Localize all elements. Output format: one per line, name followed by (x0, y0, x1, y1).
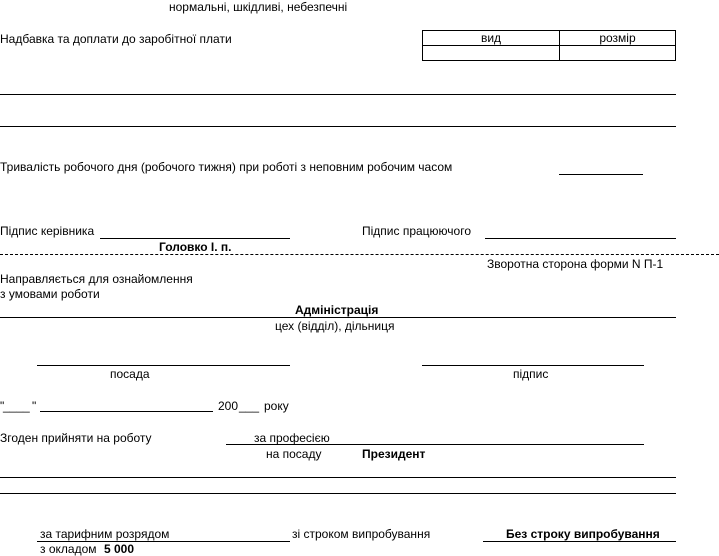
unit-caption: цех (відділ), дільниця (275, 319, 395, 333)
signature-line[interactable] (422, 365, 644, 366)
salary-value: 5 000 (104, 542, 135, 556)
position-line[interactable] (37, 365, 290, 366)
hiring-line-2 (0, 493, 676, 494)
workday-label: Тривалість робочого дня (робочого тижня) при роботі з неповним робочим часом (0, 160, 453, 174)
tariff-label: за тарифним розрядом (40, 527, 170, 541)
allowances-table (422, 30, 676, 61)
salary-label: з окладом (40, 542, 97, 556)
date-year-prefix: 200 (218, 399, 239, 413)
profession-line[interactable] (226, 444, 644, 445)
position-caption: посада (110, 367, 150, 381)
allowances-label: Надбавка та доплати до заробітної плати (0, 32, 232, 46)
employee-signature-label: Підпис працюючого (362, 224, 471, 238)
referral-line-1: Направляється для ознайомлення (0, 272, 193, 286)
date-year-word: року (264, 399, 289, 413)
administration-line (0, 317, 676, 318)
allowance-size-cell[interactable] (560, 46, 676, 61)
reverse-side-caption: Зворотна сторона форми N П-1 (487, 257, 664, 271)
date-year-blank[interactable]: ___ (239, 399, 260, 413)
profession-label: за професією (254, 431, 330, 445)
signature-caption: підпис (513, 367, 549, 381)
probation-label: зі строком випробування (292, 527, 431, 541)
allowance-size-header: розмір (560, 31, 676, 46)
date-month-line[interactable] (40, 411, 213, 412)
allowance-type-cell[interactable] (423, 46, 560, 61)
hiring-line-1 (0, 477, 676, 478)
page-divider (0, 254, 719, 255)
manager-signature-line[interactable] (100, 238, 290, 239)
manager-name: Головко І. п. (159, 240, 232, 254)
allowance-type-header: вид (423, 31, 560, 46)
date-quote-close: " (32, 399, 37, 413)
position-field-label: на посаду (266, 447, 322, 461)
agree-label: Згоден прийняти на роботу (0, 431, 152, 445)
date-quote-open: " (0, 399, 5, 413)
administration-label: Адміністрація (295, 303, 379, 317)
referral-line-2: з умовами роботи (0, 287, 100, 301)
date-day-blank[interactable]: ____ (3, 399, 30, 413)
manager-signature-label: Підпис керівника (0, 224, 95, 238)
allowances-line-2 (0, 126, 676, 127)
employee-signature-line[interactable] (485, 238, 676, 239)
position-value: Президент (362, 447, 426, 461)
probation-line (483, 541, 676, 542)
workday-line (559, 174, 643, 175)
working-conditions-note: нормальні, шкідливі, небезпечні (169, 0, 348, 14)
allowances-line-1 (0, 94, 676, 95)
probation-value: Без строку випробування (506, 527, 660, 541)
